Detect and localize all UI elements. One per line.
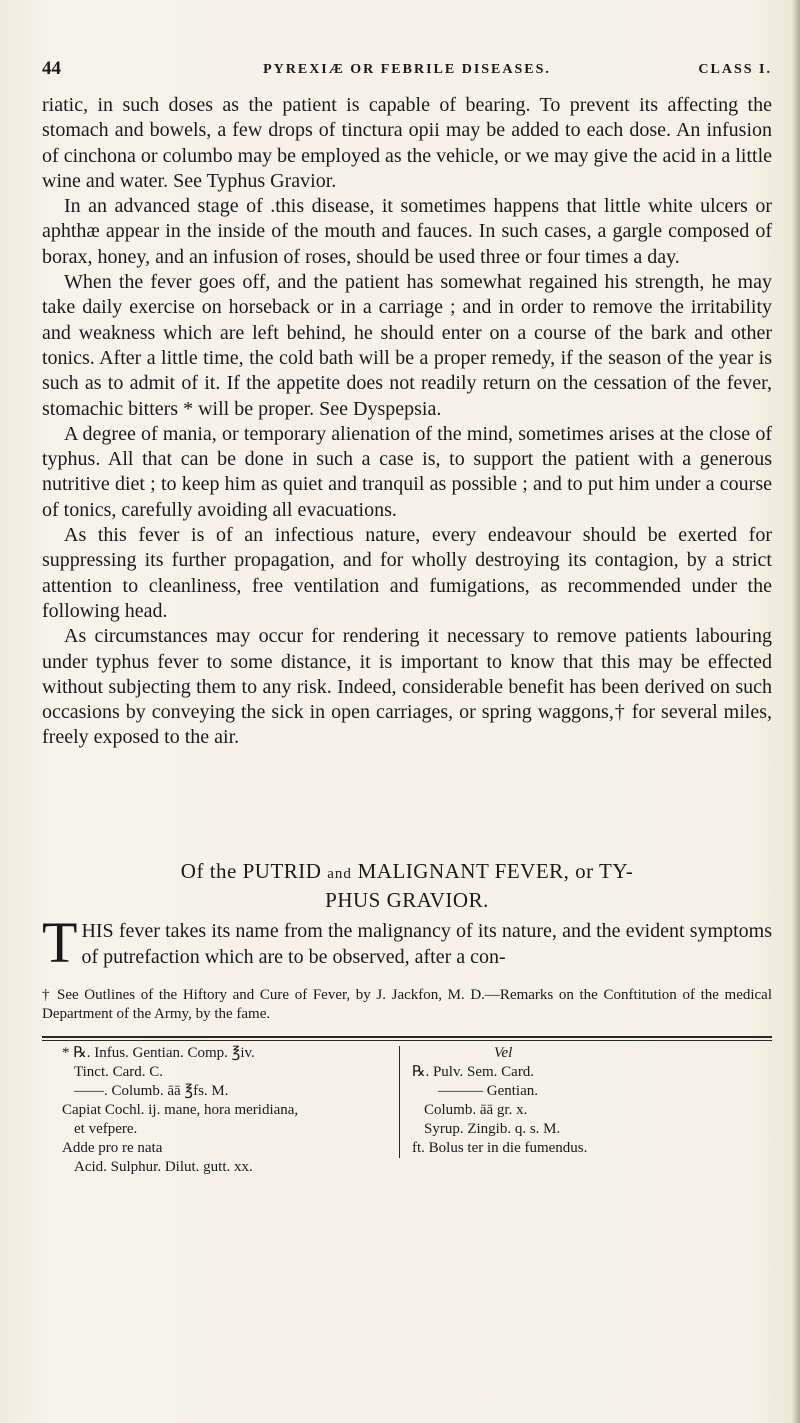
rx-line: Adde pro re nata [62,1140,163,1156]
paragraph: As this fever is of an infectious nature, every endeavour should be exerted for suppressing its further propagation, and for wholly destroying its contagion, by a strict attention to cleanliness, free ventilation and fumigations, as recommended under the following head. [42,524,772,622]
rx-line: ℞. Pulv. Sem. Card. [412,1064,535,1080]
main-text [42,93,772,751]
heading-and: and [327,866,352,882]
paragraph: When the fever goes off, and the patient has somewhat regained his strength, he may take daily exercise on horseback or in a carriage ; and in order to remove the irritability and weakness which are left behind, he should enter on a course of the bark and other tonics. After a little time, the cold bath will be a proper remedy, if the season of the year is such as to admit of it. If the appetite does not readily return on the cessation of the fever, stomachic bitters * will be proper. See Dyspepsia. [42,271,772,420]
heading-of: Of the [180,859,237,883]
rx-line: Capiat Cochl. ij. mane, hora meridiana, [62,1102,299,1118]
page-edge-shadow [792,0,800,1423]
rx-line: Vel [494,1045,513,1061]
paragraph: A degree of mania, or temporary alienation of the mind, sometimes arises at the close of typhus. All that can be done in such a case is, to support the patient with a generous nutritive diet ; to keep him as quiet and tranquil as possible ; and to put him under a course of tonics, carefully avoiding all evacuations. [42,422,772,521]
drop-cap: T [42,910,78,975]
page-header [42,58,772,84]
heading-putrid: PUTRID [242,859,322,883]
rx-line: * ℞. Infus. Gentian. Comp. ℥iv. [62,1045,255,1061]
section-heading [42,858,772,913]
prescription-right-column [412,1044,732,1158]
rx-line: Acid. Sulphur. Dilut. gutt. xx. [74,1159,253,1175]
heading-line-2: PHUS GRAVIOR. [325,888,489,912]
paragraph: riatic, in such doses as the patient is capable of bearing. To prevent its affecting the stomach and bowels, a few drops of tinctura opii may be added to each dose. An infusion of cinchona or columbo may be employed as the vehicle, or we may give the acid in a little wine and water. See Typhus Gravior. [42,94,772,192]
rx-line: Tinct. Card. C. [74,1064,164,1080]
rx-line: et vefpere. [74,1121,138,1137]
prescription-left-column [62,1044,362,1177]
paragraph: In an advanced stage of .this disease, it sometimes happens that little white ulcers or aphthæ appear in the inside of the mouth and fauces. In such cases, a gargle composed of borax, honey, and an infusion of roses, should be used three or four times a day. [42,195,772,268]
page-number: 44 [42,58,61,79]
heading-rest: MALIGNANT FEVER, or TY- [357,859,634,883]
section-intro [42,910,772,975]
footnote-dagger: † See Outlines of the Hiftory and Cure of Fever, by J. Jackfon, M. D.—Remarks on the Conftitution of the medical Department of the Army, by the fame. [42,987,772,1022]
footnote-rule-thin [42,1040,772,1041]
footnote-rule [42,1036,772,1038]
rx-line: ft. Bolus ter in die fumendus. [412,1140,588,1156]
column-divider [399,1046,400,1158]
rx-line: Syrup. Zingib. q. s. M. [424,1121,561,1137]
paragraph: As circumstances may occur for rendering it necessary to remove patients labouring under typhus fever to some distance, it is important to know that this may be effected without subjecting them to any risk. Indeed, considerable benefit has been derived on such occasions by conveying the sick in open carriages, or spring waggons,† for several miles, freely exposed to the air. [42,625,772,749]
rx-line: ——. Columb. āā ℥fs. M. [74,1083,229,1099]
class-label: CLASS I. [698,62,772,77]
running-title: PYREXIÆ OR FEBRILE DISEASES. [263,62,551,77]
rx-line: Columb. āā gr. x. [424,1102,528,1118]
rx-line: ——— Gentian. [438,1083,538,1099]
intro-text: HIS fever takes its name from the malignancy of its nature, and the evident symptoms of putrefaction which are to be observed, after a con- [81,920,772,968]
